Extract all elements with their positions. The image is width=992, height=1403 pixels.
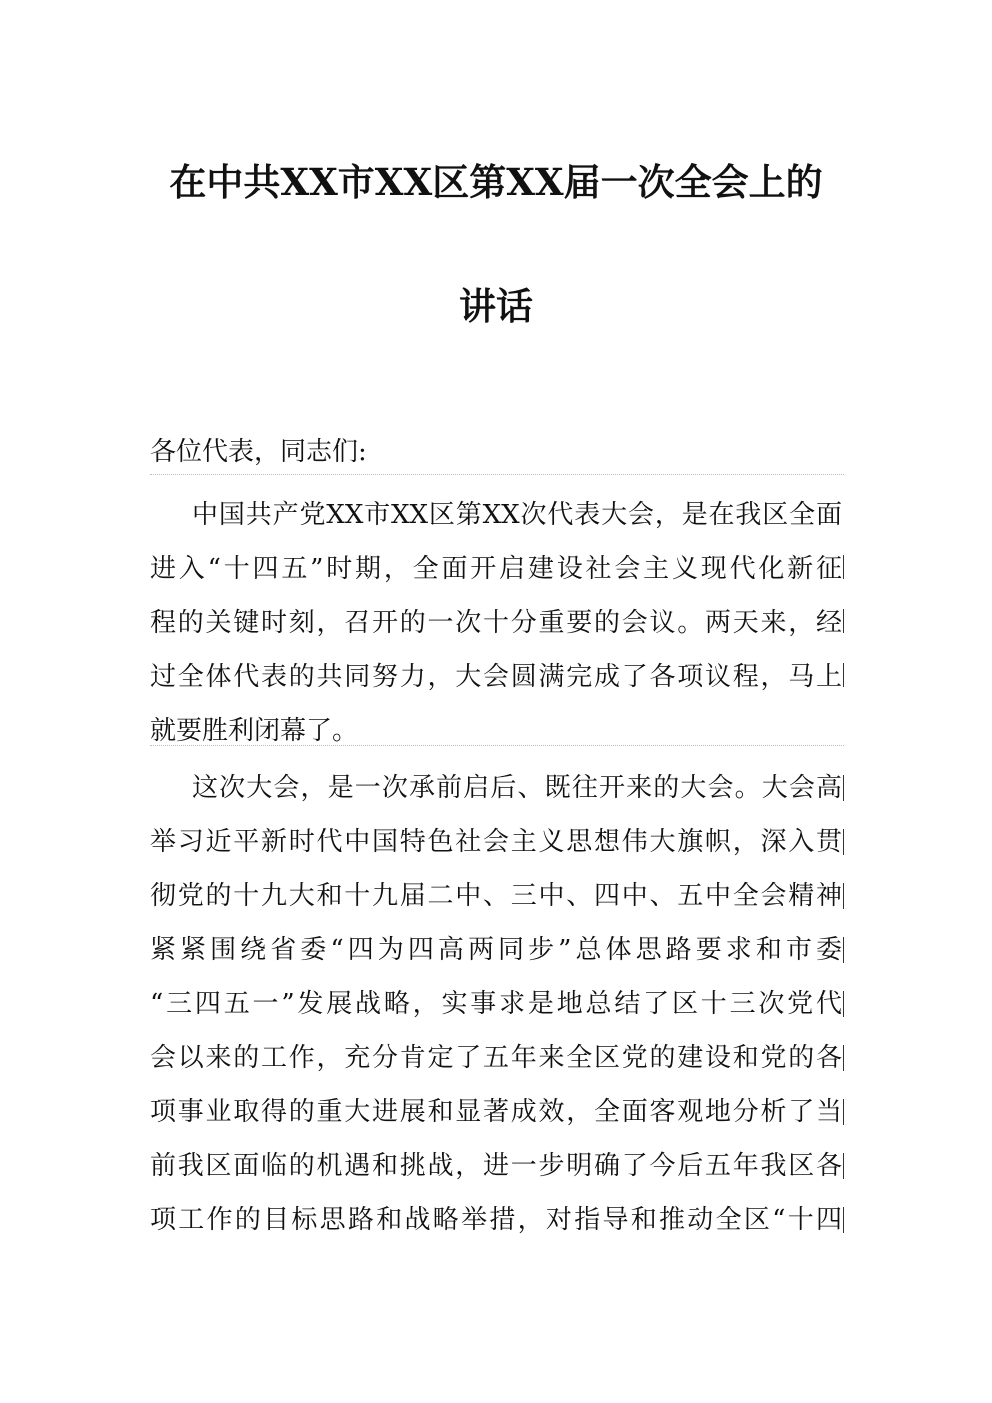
text-boundary-mark [843, 555, 844, 579]
paragraph-line: 彻党的十九大和十九届二中、三中、四中、五中全会精神 [150, 881, 842, 911]
paragraph-line: 前我区面临的机遇和挑战，进一步明确了今后五年我区各 [150, 1151, 842, 1181]
text-boundary-mark [843, 663, 844, 687]
paragraph-line: 就要胜利闭幕了。 [150, 716, 359, 746]
text-boundary-mark [843, 991, 844, 1017]
text-boundary-mark [843, 883, 844, 909]
text-boundary-mark [843, 1099, 844, 1125]
paragraph-line: 中国共产党XX市XX区第XX次代表大会，是在我区全面 [192, 500, 842, 530]
paragraph-divider [150, 474, 844, 475]
paragraph-line: 过全体代表的共同努力，大会圆满完成了各项议程，马上 [150, 662, 842, 692]
text-boundary-mark [843, 609, 844, 633]
paragraph-line: 这次大会，是一次承前启后、既往开来的大会。大会高 [192, 773, 842, 803]
text-boundary-mark [843, 775, 844, 801]
text-boundary-mark [843, 829, 844, 855]
text-boundary-mark [843, 1207, 844, 1233]
paragraph-line: 项事业取得的重大进展和显著成效，全面客观地分析了当 [150, 1097, 842, 1127]
text-boundary-mark [843, 937, 844, 963]
text-boundary-mark [843, 1045, 844, 1071]
paragraph-line: 紧紧围绕省委“四为四高两同步”总体思路要求和市委 [150, 935, 842, 965]
salutation: 各位代表，同志们: [150, 437, 367, 467]
paragraph-line: 举习近平新时代中国特色社会主义思想伟大旗帜，深入贯 [150, 827, 842, 857]
paragraph-line: 项工作的目标思路和战略举措，对指导和推动全区“十四 [150, 1205, 842, 1235]
paragraph-line: “三四五一”发展战略，实事求是地总结了区十三次党代 [150, 989, 842, 1019]
text-boundary-mark [843, 1153, 844, 1179]
paragraph-line: 程的关键时刻，召开的一次十分重要的会议。两天来，经 [150, 608, 842, 638]
paragraph-line: 会以来的工作，充分肯定了五年来全区党的建设和党的各 [150, 1043, 842, 1073]
document-title-line-2: 讲话 [459, 284, 533, 328]
document-title-line-1: 在中共XX市XX区第XX届一次全会上的 [169, 160, 823, 204]
paragraph-line: 进入“十四五”时期，全面开启建设社会主义现代化新征 [150, 554, 842, 584]
paragraph-divider [150, 745, 844, 746]
